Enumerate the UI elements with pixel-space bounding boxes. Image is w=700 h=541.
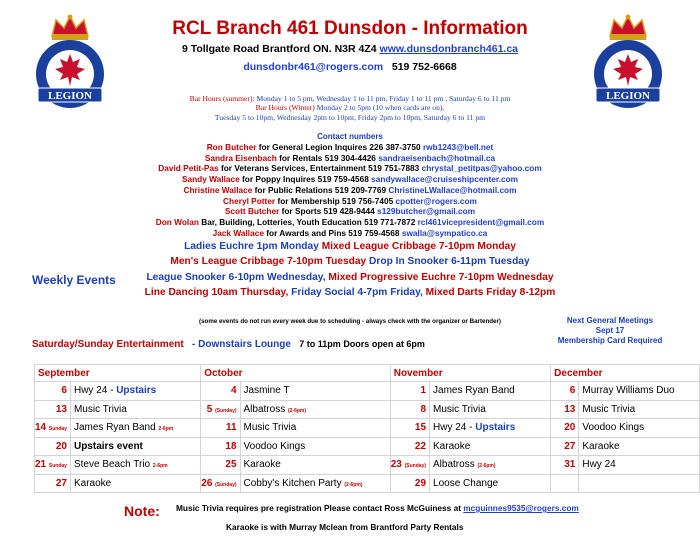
calendar-event-cell	[70, 400, 200, 419]
event-name: Loose Change	[433, 477, 499, 489]
day-number: 13	[55, 403, 67, 415]
event-name: Albatross	[433, 459, 475, 471]
calendar-row	[35, 400, 700, 419]
event-name: Voodoo Kings	[243, 440, 306, 452]
email-line	[150, 61, 550, 73]
bar-hours-winter: Bar Hours (Winter) Monday 2 to 5pm (10 when cards are on),	[255, 103, 445, 112]
calendar-event-cell	[240, 456, 390, 475]
games-line-3: League Snooker 6-10pm Wednesday, Mixed Progressive Euchre 7-10pm Wednesday	[146, 272, 554, 283]
calendar-event-cell	[70, 474, 200, 493]
calendar-day-cell	[551, 400, 579, 419]
day-number: 6	[569, 385, 576, 397]
contact-row	[110, 142, 590, 153]
day-number: 20	[55, 440, 67, 452]
calendar-event-cell	[579, 456, 700, 475]
event-time-note: 2-6pm	[158, 426, 174, 433]
contact-name: David Petit-Pas	[158, 163, 219, 174]
contact-role: for Poppy Inquires 519 759-4568	[239, 174, 372, 185]
trivia-email[interactable]: mcguinnes9535@rogers.com	[463, 503, 579, 513]
calendar-day-cell	[35, 456, 71, 475]
calendar-event-cell	[430, 400, 551, 419]
contact-row	[110, 153, 590, 164]
calendar-event-cell	[70, 437, 200, 456]
contacts-title: Contact numbers	[317, 132, 383, 141]
contact-email[interactable]: ChristineLWallace@hotmail.com	[388, 184, 517, 195]
crown-icon	[610, 15, 646, 41]
calendar-event-cell	[430, 382, 551, 401]
calendar-event-cell	[240, 419, 390, 438]
svg-text:LEGION: LEGION	[47, 90, 93, 102]
calendar-event-cell	[579, 474, 700, 493]
calendar-row	[35, 419, 700, 438]
calendar-day-cell	[390, 400, 429, 419]
day-number: 18	[225, 440, 237, 452]
event-name: Music Trivia	[433, 403, 486, 415]
day-number: 25	[225, 459, 237, 471]
calendar-day-cell	[390, 382, 429, 401]
calendar-day-cell	[551, 382, 579, 401]
event-time-note: (2-6pm)	[287, 407, 307, 414]
month-header: October	[201, 365, 391, 382]
contact-role: Bar, Building, Lotteries, Youth Education 519 771-7872	[198, 216, 418, 227]
event-name: Steve Beach Trio	[73, 459, 151, 471]
event-time-note: (2-6pm)	[344, 481, 363, 488]
event-name: Hwy 24 -	[433, 422, 476, 434]
day-note: (Sunday)	[215, 481, 237, 488]
contact-name: Don Wolan	[155, 216, 199, 227]
games-line-2: Men's League Cribbage 7-10pm Tuesday Drop In Snooker 6-11pm Tuesday	[170, 256, 530, 267]
calendar-day-cell	[35, 400, 71, 419]
month-header: December	[551, 365, 700, 382]
event-name: Voodoo Kings	[582, 422, 645, 434]
calendar-day-cell	[35, 382, 71, 401]
calendar-day-cell	[201, 456, 240, 475]
calendar-day-cell	[551, 456, 579, 475]
trivia-note: Music Trivia requires pre registration Please contact Ross McGuiness at mcguinnes9535@rogers.com	[176, 503, 579, 513]
event-name: James Ryan Band	[433, 385, 515, 397]
calendar-event-cell	[70, 382, 200, 401]
games-line-4: Line Dancing 10am Thursday, Friday Social 4-7pm Friday, Mixed Darts Friday 8-12pm	[144, 287, 556, 298]
entertainment-line: Saturday/Sunday Entertainment - Downstairs Lounge 7 to 11pm Doors open at 6pm	[32, 339, 425, 350]
day-number: 26	[201, 477, 213, 489]
calendar-day-cell	[201, 400, 240, 419]
calendar-day-cell	[551, 474, 579, 493]
calendar-row	[35, 456, 700, 475]
legion-logo-right	[582, 14, 674, 112]
contact-name: Jack Wallace	[212, 227, 264, 238]
contact-role: for Rentals 519 304-4426	[276, 152, 379, 163]
day-note: (Sunday)	[404, 463, 427, 470]
contact-row	[110, 196, 590, 207]
calendar-day-cell	[201, 474, 240, 493]
contact-role: for Public Relations 519 209-7769	[252, 184, 389, 195]
address: 9 Tollgate Road Brantford ON. N3R 4Z4	[181, 43, 377, 55]
event-name: Upstairs event	[73, 440, 143, 452]
month-header: November	[390, 365, 550, 382]
day-number: 27	[55, 477, 67, 489]
day-number: 14	[35, 422, 47, 434]
contact-name: Ron Butcher	[206, 142, 257, 152]
contact-row	[110, 206, 590, 217]
day-number: 23	[390, 459, 402, 471]
contact-email[interactable]: sandywallace@cruiseshipcenter.com	[371, 174, 519, 185]
email-address[interactable]: dunsdonbr461@rogers.com	[243, 61, 384, 73]
contact-email[interactable]: sandraeisenbach@hotmail.ca	[378, 152, 496, 163]
day-number: 27	[564, 440, 576, 452]
day-number: 31	[564, 459, 576, 471]
event-time-note: (2-6pm)	[477, 463, 496, 470]
calendar-row	[35, 437, 700, 456]
calendar-day-cell	[35, 437, 71, 456]
calendar-day-cell	[201, 437, 240, 456]
meetings-date: Sept 17	[595, 326, 625, 335]
day-number: 11	[225, 422, 237, 434]
day-number: 21	[35, 459, 47, 471]
contact-name: Scott Butcher	[224, 206, 280, 217]
page-title: RCL Branch 461 Dunsdon - Information	[172, 18, 528, 39]
contact-row	[110, 217, 590, 228]
calendar-event-cell	[430, 437, 551, 456]
event-location: Upstairs	[116, 385, 157, 397]
event-name: Jasmine T	[243, 385, 290, 397]
entertainment-calendar	[34, 364, 700, 493]
event-name: Music Trivia	[582, 403, 636, 415]
contact-email[interactable]: s129butcher@gmail.com	[377, 206, 476, 217]
day-note: Sunday	[48, 426, 67, 433]
day-number: 4	[230, 385, 237, 397]
contact-row	[110, 163, 590, 174]
day-number: 8	[420, 403, 427, 415]
day-number: 29	[414, 477, 427, 489]
calendar-event-cell	[579, 419, 700, 438]
calendar-event-cell	[430, 474, 551, 493]
bar-hours-winter-2: Tuesday 5 to 10pm, Wednesday 2pm to 10pm, Friday 2pm to 10pm, Saturday 6 to 11 pm	[214, 113, 486, 122]
contact-role: for Membership 519 756-7405	[275, 195, 396, 206]
calendar-day-cell	[35, 474, 71, 493]
address-line	[150, 43, 550, 55]
event-name: Karaoke	[243, 459, 281, 471]
contact-role: for Sports 519 428-9444	[279, 206, 378, 217]
calendar-event-cell	[240, 474, 390, 493]
contact-email[interactable]: rwb1243@bell.net	[422, 142, 494, 152]
legion-logo-left	[24, 14, 116, 112]
contact-role: for General Legion Inquires 226 387-3750	[256, 142, 423, 152]
calendar-event-cell	[579, 382, 700, 401]
event-name: Murray Williams Duo	[582, 385, 675, 397]
day-number: 6	[61, 385, 67, 397]
calendar-event-cell	[430, 419, 551, 438]
calendar-day-cell	[551, 437, 579, 456]
event-name: Karaoke	[73, 477, 112, 489]
contact-row	[110, 228, 590, 239]
calendar-row	[35, 382, 700, 401]
day-number: 13	[564, 403, 576, 415]
contact-name: Sandra Eisenbach	[204, 152, 277, 163]
event-name: Music Trivia	[73, 403, 127, 415]
contact-role: for Awards and Pins 519 759-4568	[263, 227, 402, 238]
bar-hours-summer: Bar Hours (summer): Monday 1 to 5 pm, Wednesday 1 to 11 pm, Friday 1 to 11 pm , Saturday 6 to 11 pm	[189, 94, 511, 103]
calendar-day-cell	[35, 419, 71, 438]
note-label: Note:	[124, 503, 160, 519]
calendar-event-cell	[579, 437, 700, 456]
meetings-title: Next General Meetings	[566, 316, 654, 325]
event-name: Music Trivia	[243, 422, 297, 434]
event-name: Albatross	[243, 403, 286, 415]
games-line-1: Ladies Euchre 1pm Monday Mixed League Cribbage 7-10pm Monday	[184, 241, 516, 252]
general-meetings	[550, 316, 670, 346]
calendar-day-cell	[390, 456, 429, 475]
contact-email[interactable]: cpotter@rogers.com	[395, 195, 477, 206]
calendar-event-cell	[70, 456, 200, 475]
calendar-day-cell	[390, 419, 429, 438]
contact-role: for Veterans Services, Entertainment 519 751-7883	[218, 163, 422, 174]
event-name: Karaoke	[433, 440, 471, 452]
calendar-day-cell	[201, 382, 240, 401]
contact-email[interactable]: rcl461vicepresident@gmail.com	[417, 216, 545, 227]
calendar-event-cell	[579, 400, 700, 419]
event-name: Cobby's Kitchen Party	[243, 477, 342, 489]
calendar-day-cell	[390, 437, 429, 456]
calendar-row	[35, 474, 700, 493]
day-number: 15	[414, 422, 427, 434]
calendar-event-cell	[430, 456, 551, 475]
schedule-note: (some events do not run every week due to scheduling - always check with the organizer or Bartender)	[199, 318, 501, 325]
day-note: (Sunday)	[215, 407, 237, 414]
event-name: James Ryan Band	[73, 422, 156, 434]
day-note: Sunday	[48, 463, 67, 470]
month-header: September	[35, 365, 201, 382]
crown-icon	[52, 15, 88, 41]
contact-name: Sandy Wallace	[181, 174, 240, 185]
calendar-event-cell	[240, 382, 390, 401]
contact-email[interactable]: chrystal_petitpas@yahoo.com	[421, 163, 542, 174]
calendar-day-cell	[201, 419, 240, 438]
calendar-event-cell	[240, 400, 390, 419]
contact-email[interactable]: swalla@sympatico.ca	[401, 227, 488, 238]
event-location: Upstairs	[475, 422, 516, 434]
calendar-event-cell	[240, 437, 390, 456]
svg-text:LEGION: LEGION	[605, 90, 651, 102]
day-number: 5	[206, 403, 213, 415]
calendar-day-cell	[390, 474, 429, 493]
contact-name: Cheryl Potter	[223, 195, 276, 206]
day-number: 20	[564, 422, 576, 434]
contact-name: Christine Wallace	[183, 184, 253, 195]
event-name: Hwy 24 -	[73, 385, 117, 397]
calendar-day-cell	[551, 419, 579, 438]
day-number: 22	[414, 440, 427, 452]
event-name: Hwy 24	[582, 459, 616, 471]
karaoke-note: Karaoke is with Murray Mclean from Brantford Party Rentals	[226, 522, 464, 532]
contact-row	[110, 185, 590, 196]
website-link[interactable]: www.dunsdonbranch461.ca	[379, 43, 519, 55]
contact-row	[110, 174, 590, 185]
event-time-note: 2-6pm	[152, 463, 168, 470]
event-name: Karaoke	[582, 440, 620, 452]
meetings-requirement: Membership Card Required	[557, 336, 663, 345]
phone-number: 519 752-6668	[391, 61, 457, 73]
weekly-events-label: Weekly Events	[32, 273, 116, 287]
calendar-event-cell	[70, 419, 200, 438]
day-number: 1	[420, 385, 427, 397]
